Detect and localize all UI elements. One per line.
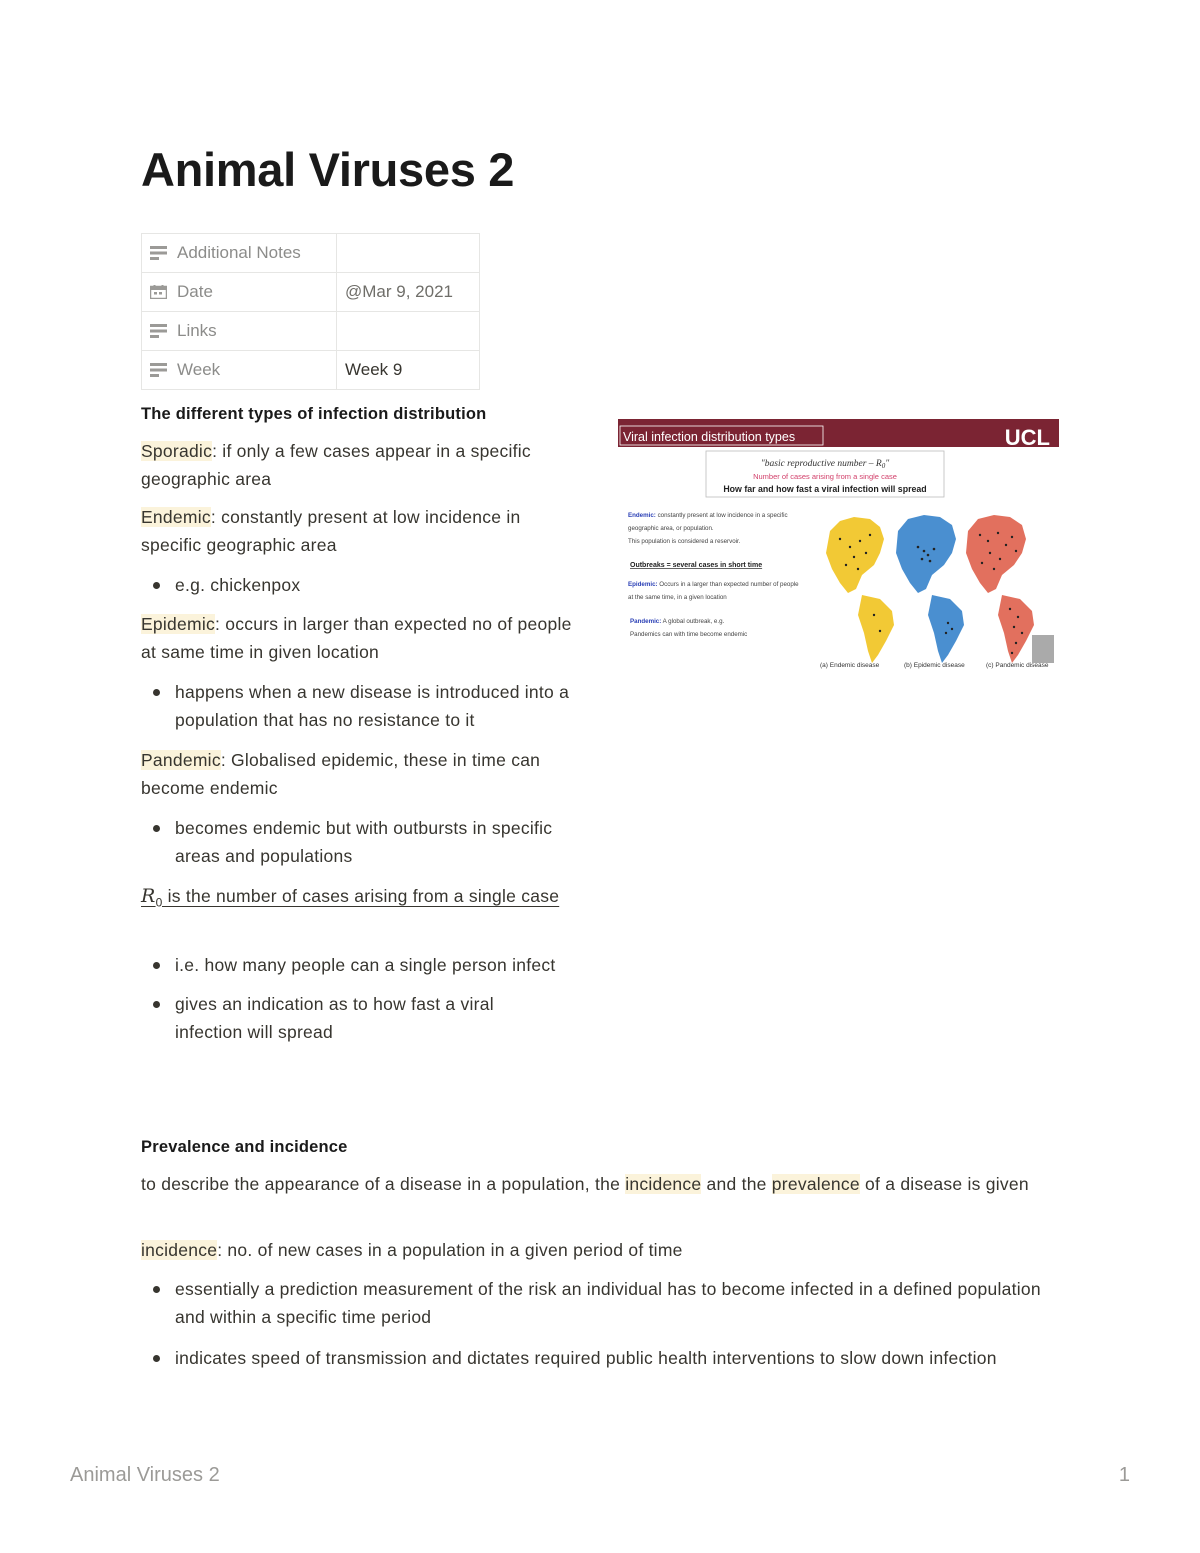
definition-endemic bbox=[141, 503, 581, 559]
slide-note-epidemic: Epidemic: Occurs in a larger than expected number of people bbox=[628, 581, 799, 588]
definition-text: : Globalised epidemic, these in time can become endemic bbox=[141, 750, 541, 798]
highlight-term: Pandemic bbox=[141, 750, 221, 770]
intro-text: of a disease is given bbox=[859, 1174, 1029, 1194]
r0-underlined bbox=[141, 885, 560, 910]
slide-note-endemic-3: This population is considered a reservoir. bbox=[628, 538, 741, 545]
map-epidemic bbox=[896, 515, 964, 663]
slide-graphic bbox=[618, 419, 1059, 674]
text-icon bbox=[150, 324, 167, 338]
list-item: indicates speed of transmission and dictates required public health interventions to slow down infection bbox=[141, 1344, 1051, 1372]
r0-symbol: R bbox=[141, 885, 156, 907]
property-row bbox=[142, 351, 480, 390]
intro-text: and the bbox=[701, 1174, 772, 1194]
bullet-list bbox=[141, 1275, 1051, 1372]
properties-table bbox=[141, 233, 480, 390]
slide-note-epidemic-2: at the same time, in a given location bbox=[628, 594, 727, 601]
definition-sporadic bbox=[141, 437, 581, 493]
section-heading: The different types of infection distribution bbox=[141, 405, 487, 423]
property-value[interactable]: @Mar 9, 2021 bbox=[337, 273, 480, 312]
ucl-logo: UCL bbox=[1004, 425, 1050, 450]
property-key-label: Week bbox=[177, 360, 221, 379]
slide-subtitle-1: Number of cases arising from a single case bbox=[753, 472, 897, 481]
page-number: 1 bbox=[1118, 1464, 1130, 1486]
intro-text: to describe the appearance of a disease in a population, the bbox=[141, 1174, 626, 1194]
slide-quote: "basic reproductive number – $R_0$" bbox=[760, 459, 890, 470]
r0-subscript: 0 bbox=[155, 895, 163, 910]
definition-pandemic bbox=[141, 746, 571, 802]
definition-text: : constantly present at low incidence in specific geographic area bbox=[141, 507, 521, 555]
definition-incidence bbox=[141, 1236, 1066, 1264]
property-key bbox=[142, 273, 337, 312]
property-value[interactable] bbox=[337, 234, 480, 273]
map-caption: (c) Pandemic disease bbox=[986, 662, 1049, 669]
list-item: gives an indication as to how fast a viral infection will spread bbox=[141, 990, 561, 1046]
slide-note-pandemic: Pandemic: A global outbreak, e.g. bbox=[630, 618, 725, 625]
definition-text: : no. of new cases in a population in a given period of time bbox=[217, 1240, 683, 1260]
list-item: essentially a prediction measurement of the risk an individual has to become infected in a defined population and within a specific time period bbox=[141, 1275, 1051, 1331]
highlight-term: prevalence bbox=[771, 1174, 860, 1194]
text-icon bbox=[150, 246, 167, 260]
bullet-list bbox=[141, 814, 561, 870]
property-key bbox=[142, 234, 337, 273]
page-title: Animal Viruses 2 bbox=[141, 143, 515, 196]
list-item: e.g. chickenpox bbox=[141, 571, 581, 599]
map-caption: (a) Endemic disease bbox=[820, 662, 880, 669]
slide-note-pandemic-2: Pandemics can with time become endemic bbox=[630, 631, 748, 638]
ucl-watermark bbox=[1032, 635, 1054, 663]
slide-note-endemic-2: geographic area, or population. bbox=[628, 525, 714, 532]
r0-text: is the number of cases arising from a single case bbox=[162, 886, 560, 906]
property-key-label: Date bbox=[177, 282, 213, 301]
property-value[interactable] bbox=[337, 312, 480, 351]
highlight-term: incidence bbox=[141, 1240, 218, 1260]
map-endemic bbox=[826, 517, 894, 663]
property-key bbox=[142, 351, 337, 390]
map-caption: (b) Epidemic disease bbox=[904, 662, 965, 669]
property-row bbox=[142, 234, 480, 273]
property-key bbox=[142, 312, 337, 351]
slide-note-outbreaks: Outbreaks = several cases in short time bbox=[630, 562, 763, 569]
slide-image bbox=[618, 419, 1059, 674]
property-key-label: Additional Notes bbox=[177, 243, 301, 262]
list-item: becomes endemic but with outbursts in specific areas and populations bbox=[141, 814, 561, 870]
slide-subtitle-2: How far and how fast a viral infection will spread bbox=[723, 484, 927, 494]
definition-text: : if only a few cases appear in a specific geographic area bbox=[141, 441, 531, 489]
calendar-icon bbox=[150, 285, 167, 299]
highlight-term: Sporadic bbox=[141, 441, 213, 461]
highlight-term: Endemic bbox=[141, 507, 211, 527]
property-value[interactable]: Week 9 bbox=[337, 351, 480, 390]
intro-paragraph bbox=[141, 1170, 1066, 1198]
property-key-label: Links bbox=[177, 321, 217, 340]
property-row bbox=[142, 273, 480, 312]
footer-title: Animal Viruses 2 bbox=[70, 1464, 220, 1486]
slide-title: Viral infection distribution types bbox=[623, 430, 796, 444]
property-row bbox=[142, 312, 480, 351]
list-item: i.e. how many people can a single person infect bbox=[141, 951, 561, 979]
list-item: happens when a new disease is introduced into a population that has no resistance to it bbox=[141, 678, 581, 734]
bullet-list bbox=[141, 678, 581, 734]
definition-epidemic bbox=[141, 610, 581, 666]
definition-text: : occurs in larger than expected no of people at same time in given location bbox=[141, 614, 572, 662]
highlight-term: incidence bbox=[625, 1174, 702, 1194]
r0-definition bbox=[141, 882, 571, 917]
text-icon bbox=[150, 363, 167, 377]
bullet-list bbox=[141, 571, 581, 599]
highlight-term: Epidemic bbox=[141, 614, 215, 634]
section-heading: Prevalence and incidence bbox=[141, 1138, 348, 1156]
map-pandemic bbox=[966, 515, 1054, 663]
bullet-list bbox=[141, 951, 561, 1046]
slide-note-endemic: Endemic: constantly present at low incidence in a specific bbox=[628, 512, 788, 519]
